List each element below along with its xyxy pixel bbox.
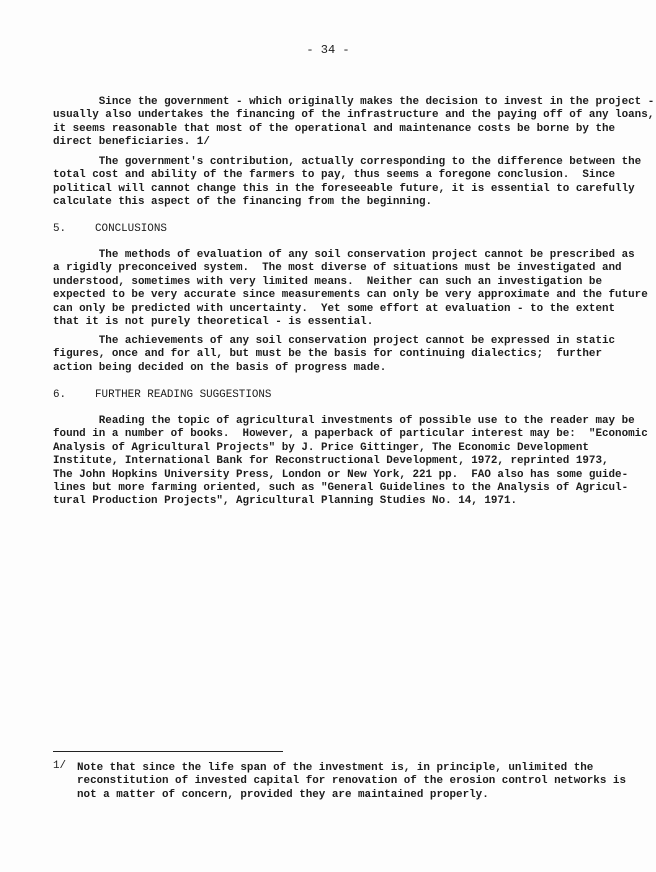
- text-line: figures, once and for all, but must be the basis for continuing dialectics; further: [53, 348, 602, 361]
- text-line: usually also undertakes the financing of the infrastructure and the paying off of any loans,: [53, 109, 655, 122]
- section-title: FURTHER READING SUGGESTIONS: [95, 389, 272, 401]
- paragraph-achievements: [53, 335, 615, 375]
- footnote-divider: [53, 751, 283, 752]
- text-line: found in a number of books. However, a paperback of particular interest may be: "Economic: [53, 428, 648, 441]
- paragraph-reading-suggestions: [53, 415, 648, 509]
- text-line: not a matter of concern, provided they are maintained properly.: [77, 788, 489, 801]
- section-title: CONCLUSIONS: [95, 223, 167, 235]
- text-line: Institute, International Bank for Reconstructional Development, 1972, reprinted 1973,: [53, 455, 609, 468]
- section-heading-further-reading: [53, 389, 453, 402]
- text-line: understood, sometimes with very limited means. Neither can such an investigation be: [53, 275, 602, 288]
- paragraph-evaluation-methods: [53, 249, 648, 329]
- section-number: 5.: [53, 223, 67, 235]
- section-heading-conclusions: [53, 223, 453, 236]
- text-line: reconstitution of invested capital for renovation of the erosion control networks is: [77, 775, 626, 788]
- page-number: - 34 -: [306, 43, 350, 57]
- text-line: action being decided on the basis of progress made.: [53, 361, 387, 374]
- paragraph-government-contribution: [53, 156, 641, 210]
- text-line: a rigidly preconceived system. The most diverse of situations must be investigated and: [53, 262, 622, 275]
- text-line: political will cannot change this in the foreseeable future, it is essential to carefully: [53, 182, 635, 195]
- text-line: direct beneficiaries. 1/: [53, 136, 210, 149]
- text-line: The government's contribution, actually corresponding to the difference between the: [53, 156, 642, 168]
- text-line: The methods of evaluation of any soil conservation project cannot be prescribed as: [53, 249, 635, 261]
- text-line: lines but more farming oriented, such as "General Guidelines to the Analysis of Agricul-: [53, 481, 629, 494]
- footnote-marker: 1/: [53, 760, 67, 772]
- text-line: calculate this aspect of the financing from the beginning.: [53, 196, 433, 209]
- text-line: Since the government - which originally makes the decision to invest in the project -: [53, 96, 655, 108]
- text-line: expected to be very accurate since measurements can only be very approximate and the future: [53, 289, 648, 302]
- footnote-text: [77, 762, 626, 802]
- text-line: that it is not purely theoretical - is essential.: [53, 315, 374, 328]
- text-line: The John Hopkins University Press, London or New York, 221 pp. FAO also has some guide-: [53, 468, 629, 481]
- text-line: Reading the topic of agricultural investments of possible use to the reader may be: [53, 415, 635, 427]
- paragraph-government-costs: [53, 96, 654, 150]
- text-line: total cost and ability of the farmers to pay, thus seems a foregone conclusion. Since: [53, 169, 616, 182]
- text-line: Note that since the life span of the investment is, in principle, unlimited the: [77, 762, 594, 774]
- text-line: The achievements of any soil conservation project cannot be expressed in static: [53, 335, 616, 347]
- text-line: tural Production Projects", Agricultural Planning Studies No. 14, 1971.: [53, 495, 518, 508]
- text-line: can only be predicted with uncertainty. Yet some effort at evaluation - to the extent: [53, 302, 616, 315]
- text-line: it seems reasonable that most of the operational and maintenance costs be borne by the: [53, 122, 616, 135]
- text-line: Analysis of Agricultural Projects" by J. Price Gittinger, The Economic Development: [53, 441, 589, 454]
- section-number: 6.: [53, 389, 67, 401]
